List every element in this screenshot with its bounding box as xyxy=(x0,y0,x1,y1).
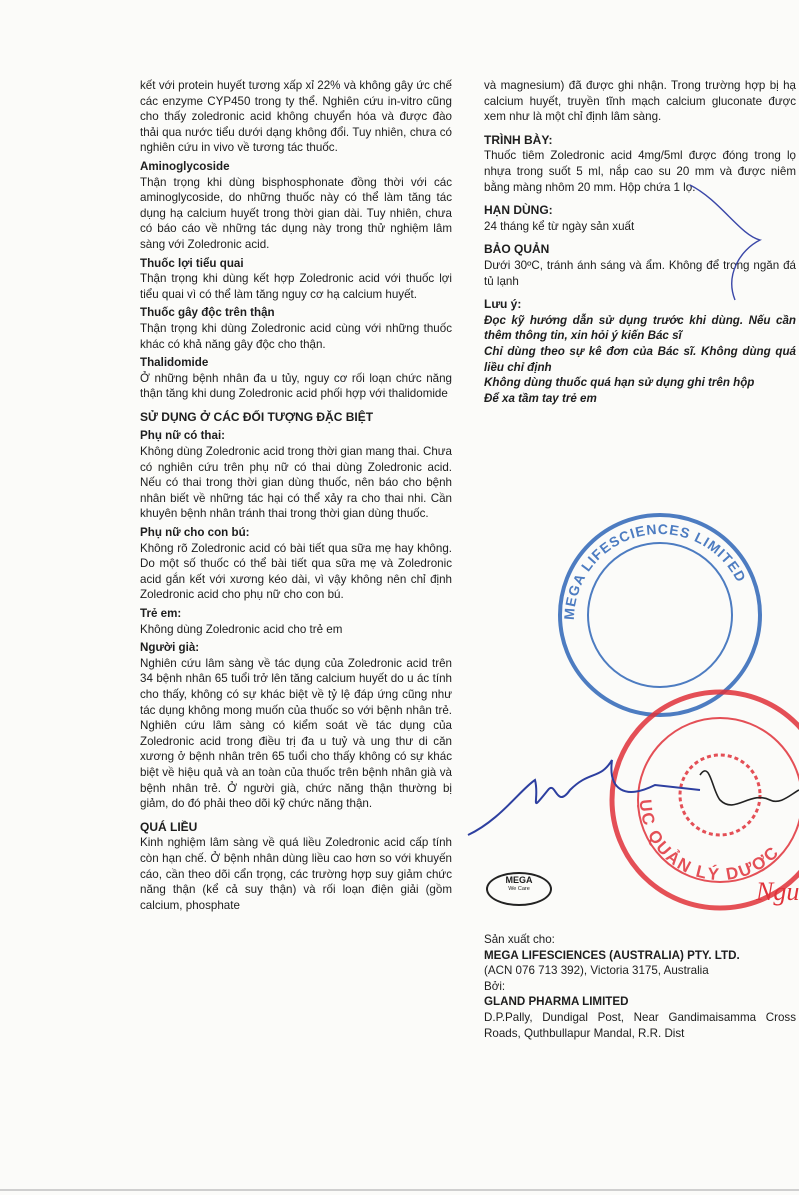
right-column xyxy=(484,78,796,406)
logo-tagline: We Care xyxy=(508,886,530,892)
paragraph-thalidomide: Ở những bệnh nhân đa u tủy, nguy cơ rối loạn chức năng thận tăng khi dung Zoledronic acid phối hợp với thalidomide xyxy=(140,371,452,401)
heading-pregnancy: Phụ nữ có thai: xyxy=(140,429,226,443)
heading-storage: BẢO QUẢN xyxy=(484,242,550,257)
address-gland: D.P.Pally, Dundigal Post, Near Gandimaisamma Cross Roads, Quthbullapur Mandal, R.R. Dist xyxy=(484,1010,796,1040)
heading-aminoglycoside: Aminoglycoside xyxy=(140,159,230,173)
company-gland: GLAND PHARMA LIMITED xyxy=(484,995,629,1009)
mega-logo xyxy=(486,872,552,906)
paragraph-lactation: Không rõ Zoledronic acid có bài tiết qua sữa mẹ hay không. Do một số thuốc có thể bài tiết qua sữa mẹ và Zoledronic acid gắn kết với xương kéo dài, vì vậy không nên chỉ định Zoledronic acid cho phụ nữ cho con bú. xyxy=(140,541,452,602)
note-prescription-only: Chỉ dùng theo sự kê đơn của Bác sĩ. Không dùng quá liều chỉ định xyxy=(484,344,796,374)
paragraph-nephrotoxic: Thận trọng khi dùng Zoledronic acid cùng với những thuốc khác có khả năng gây độc cho thận. xyxy=(140,321,452,351)
heading-elderly: Người già: xyxy=(140,641,200,655)
signature-black xyxy=(700,771,799,805)
signature-name-text: Ngu xyxy=(756,877,799,906)
heading-note: Lưu ý: xyxy=(484,297,522,312)
red-stamp-text: ỤC QUẢN LÝ DƯỢC xyxy=(635,798,784,885)
blue-stamp-text: MEGA LIFESCIENCES LIMITED xyxy=(560,520,750,621)
label-manufactured-for: Sản xuất cho: xyxy=(484,933,555,946)
bottom-edge xyxy=(0,1189,799,1191)
note-expired: Không dùng thuốc quá hạn sử dụng ghi trên hộp xyxy=(484,376,755,390)
company-mega: MEGA LIFESCIENCES (AUSTRALIA) PTY. LTD. xyxy=(484,948,740,962)
interaction-intro-paragraph: kết với protein huyết tương xấp xỉ 22% và không gây ức chế các enzyme CYP450 trong ty thể. Nghiên cứu in-vitro cũng cho thấy zoledronic acid không chuyển hóa và được đào thải qua nước tiểu dưới dạng không đổi. Tuy nhiên, chưa có nghiên cứu in vivo về tương tác thuốc. xyxy=(140,79,452,155)
note-read-leaflet: Đọc kỹ hướng dẫn sử dụng trước khi dùng. Nếu cần thêm thông tin, xin hỏi ý kiến Bác sĩ xyxy=(484,313,796,343)
paragraph-storage: Dưới 30ºC, tránh ánh sáng và ẩm. Không để trong ngăn đá tủ lạnh xyxy=(484,258,796,288)
svg-text:ỤC QUẢN LÝ DƯỢC xyxy=(636,799,784,885)
svg-text:MEGA LIFESCIENCES LIMITED xyxy=(561,521,750,620)
paragraph-pregnancy: Không dùng Zoledronic acid trong thời gian mang thai. Chưa có nghiên cứu trên phụ nữ có thai dùng Zoledronic acid. Nếu có thai trong thời gian dùng thuốc, nên báo cho bệnh nhân biết về những tác hại có thể xảy ra cho thai nhi. Cần khuyên bệnh nhân tránh thai trong thời gian dùng thuốc. xyxy=(140,445,452,521)
heading-loop-diuretics: Thuốc lợi tiểu quai xyxy=(140,256,244,270)
left-column xyxy=(140,78,452,913)
heading-special-populations: SỬ DỤNG Ở CÁC ĐỐI TƯỢNG ĐẶC BIỆT xyxy=(140,409,374,424)
blue-company-stamp xyxy=(560,515,760,715)
note-keep-away-children: Để xa tầm tay trẻ em xyxy=(484,391,597,405)
logo-brand: MEGA xyxy=(505,875,533,885)
heading-presentation: TRÌNH BÀY: xyxy=(484,132,553,147)
paragraph-expiry: 24 tháng kể từ ngày sản xuất xyxy=(484,219,635,233)
paragraph-loop-diuretics: Thận trọng khi dùng kết hợp Zoledronic acid với thuốc lợi tiểu quai vì có thể làm tăng nguy cơ hạ calcium huyết. xyxy=(140,272,452,301)
heading-nephrotoxic: Thuốc gây độc trên thận xyxy=(140,306,275,320)
heading-overdose: QUÁ LIỀU xyxy=(140,819,198,834)
manufacturer-block xyxy=(484,932,796,1041)
red-official-stamp xyxy=(612,692,799,908)
paragraph-children: Không dùng Zoledronic acid cho trẻ em xyxy=(140,622,343,636)
heading-expiry: HẠN DÙNG: xyxy=(484,203,553,218)
paragraph-presentation: Thuốc tiêm Zoledronic acid 4mg/5ml được đóng trong lọ nhựa trong suốt 5 ml, nắp cao su 20 mm và được niêm bằng màng nhôm 20 mm. Hộp chứa 1 lọ. xyxy=(484,149,796,194)
address-mega: (ACN 076 713 392), Victoria 3175, Australia xyxy=(484,964,709,978)
paragraph-elderly: Nghiên cứu lâm sàng về tác dụng của Zoledronic acid trên 34 bệnh nhân 65 tuổi trở lên tăng calcium huyết do u ác tính cho thấy, không có sự khác biệt về tỷ lệ đáp ứng cũng như tác dụng không mong muốn của thuốc so với bệnh nhân trẻ. Nghiên cứu lâm sàng có kiểm soát về tác dụng của Zoledronic acid trong điều trị đa u tuỷ và ung thư di căn xương ở bệnh nhân trên 65 tuổi cho thấy không có sự khác biệt về hiệu quả và an toàn của thuốc trên bệnh nhân già và bệnh nhân trẻ. Ở người già, chức năng thận thường bị giảm, do đó phải theo dõi kỹ chức năng thận. xyxy=(140,656,452,811)
label-by: Bởi: xyxy=(484,979,506,993)
paragraph-aminoglycoside: Thận trọng khi dùng bisphosphonate đồng thời với các aminoglycoside, do những thuốc này có thể làm tăng tác dụng hạ calcium huyết trong thời gian dài. Tuy nhiên, chưa có báo cáo về những tác dụng này trong thử nghiệm lâm sàng với Zoledronic acid. xyxy=(140,175,452,251)
heading-children: Trẻ em: xyxy=(140,607,182,620)
paragraph-overdose: Kinh nghiệm lâm sàng về quá liều Zoledronic acid cấp tính còn hạn chế. Ở bệnh nhân dùng liều cao hơn so với khuyến cáo, cần theo dõi cẩn trọng, các trường hợp suy giảm chức năng thận (kể cả suy thận) và rối loạn điện giải (gồm calcium, phosphate xyxy=(140,836,452,912)
heading-thalidomide: Thalidomide xyxy=(140,356,209,370)
overdose-continued-paragraph: và magnesium) đã được ghi nhận. Trong trường hợp bị hạ calcium huyết, truyền tĩnh mạch calcium gluconate được xem như là một chỉ định lâm sàng. xyxy=(484,79,796,124)
signature-blue xyxy=(468,760,700,835)
heading-lactation: Phụ nữ cho con bú: xyxy=(140,526,250,540)
